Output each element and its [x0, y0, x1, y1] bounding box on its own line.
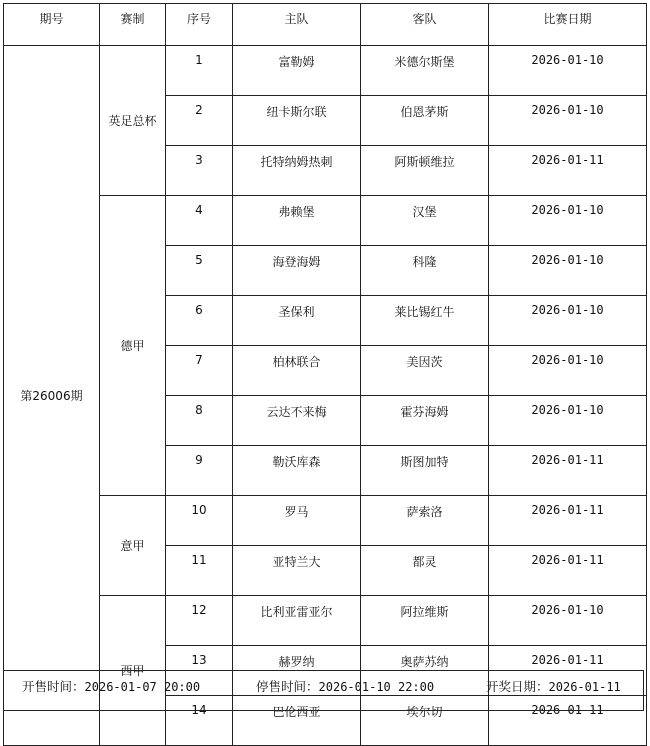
- header-format: 赛制: [100, 4, 166, 46]
- sale-info-footer: [3, 670, 644, 711]
- home-team: 海登海姆: [233, 246, 361, 296]
- away-team: 科隆: [361, 246, 489, 296]
- away-team: 汉堡: [361, 196, 489, 246]
- table-row: [4, 46, 647, 96]
- home-team: 亚特兰大: [233, 546, 361, 596]
- league-cell: 西甲: [100, 596, 166, 746]
- match-date: 2026-01-11: [489, 696, 647, 746]
- match-schedule-table: [3, 3, 647, 746]
- match-date: 2026-01-11: [489, 446, 647, 496]
- away-team: 霍芬海姆: [361, 396, 489, 446]
- header-home: 主队: [233, 4, 361, 46]
- league-cell: 德甲: [100, 196, 166, 496]
- home-team: 富勒姆: [233, 46, 361, 96]
- match-no: 11: [166, 546, 233, 596]
- match-no: 12: [166, 596, 233, 646]
- match-no: 9: [166, 446, 233, 496]
- match-no: 5: [166, 246, 233, 296]
- away-team: 米德尔斯堡: [361, 46, 489, 96]
- sale-stop-value: 2026-01-10 22:00: [318, 680, 435, 694]
- away-team: 阿拉维斯: [361, 596, 489, 646]
- table-row: [4, 496, 647, 546]
- header-no: 序号: [166, 4, 233, 46]
- home-team: 托特纳姆热刺: [233, 146, 361, 196]
- match-date: 2026-01-10: [489, 196, 647, 246]
- away-team: 都灵: [361, 546, 489, 596]
- table-row: [4, 596, 647, 646]
- match-no: 6: [166, 296, 233, 346]
- away-team: 萨索洛: [361, 496, 489, 546]
- match-no: 4: [166, 196, 233, 246]
- match-date: 2026-01-10: [489, 246, 647, 296]
- match-no: 3: [166, 146, 233, 196]
- header-away: 客队: [361, 4, 489, 46]
- league-cell: 英足总杯: [100, 46, 166, 196]
- draw-date: [486, 677, 621, 695]
- match-no: 2: [166, 96, 233, 146]
- sale-stop: [256, 677, 434, 695]
- match-date: 2026-01-10: [489, 96, 647, 146]
- match-date: 2026-01-11: [489, 646, 647, 696]
- away-team: 莱比锡红牛: [361, 296, 489, 346]
- sale-start-label: 开售时间：: [22, 679, 85, 694]
- match-date: 2026-01-11: [489, 546, 647, 596]
- match-date: 2026-01-10: [489, 346, 647, 396]
- match-date: 2026-01-10: [489, 296, 647, 346]
- header-issue: 期号: [4, 4, 100, 46]
- match-no: 7: [166, 346, 233, 396]
- table-row: [4, 196, 647, 246]
- sale-start-value: 2026-01-07 20:00: [84, 680, 201, 694]
- home-team: 云达不来梅: [233, 396, 361, 446]
- draw-date-value: 2026-01-11: [548, 680, 621, 694]
- header-date: 比赛日期: [489, 4, 647, 46]
- home-team: 巴伦西亚: [233, 696, 361, 746]
- league-cell: 意甲: [100, 496, 166, 596]
- away-team: 阿斯顿维拉: [361, 146, 489, 196]
- away-team: 美因茨: [361, 346, 489, 396]
- home-team: 圣保利: [233, 296, 361, 346]
- match-no: 1: [166, 46, 233, 96]
- match-date: 2026-01-11: [489, 146, 647, 196]
- match-no: 8: [166, 396, 233, 446]
- header-row: [4, 4, 647, 46]
- match-date: 2026-01-11: [489, 496, 647, 546]
- home-team: 纽卡斯尔联: [233, 96, 361, 146]
- match-date: 2026-01-10: [489, 396, 647, 446]
- home-team: 赫罗纳: [233, 646, 361, 696]
- home-team: 弗赖堡: [233, 196, 361, 246]
- away-team: 埃尔切: [361, 696, 489, 746]
- match-no: 13: [166, 646, 233, 696]
- away-team: 伯恩茅斯: [361, 96, 489, 146]
- match-date: 2026-01-10: [489, 596, 647, 646]
- match-date: 2026-01-10: [489, 46, 647, 96]
- match-no: 10: [166, 496, 233, 546]
- away-team: 斯图加特: [361, 446, 489, 496]
- issue-cell: 第26006期: [4, 46, 100, 746]
- home-team: 罗马: [233, 496, 361, 546]
- match-no: 14: [166, 696, 233, 746]
- home-team: 比利亚雷亚尔: [233, 596, 361, 646]
- draw-date-label: 开奖日期：: [486, 679, 549, 694]
- sale-stop-label: 停售时间：: [256, 679, 319, 694]
- sale-start: [22, 677, 200, 695]
- away-team: 奥萨苏纳: [361, 646, 489, 696]
- home-team: 柏林联合: [233, 346, 361, 396]
- home-team: 勒沃库森: [233, 446, 361, 496]
